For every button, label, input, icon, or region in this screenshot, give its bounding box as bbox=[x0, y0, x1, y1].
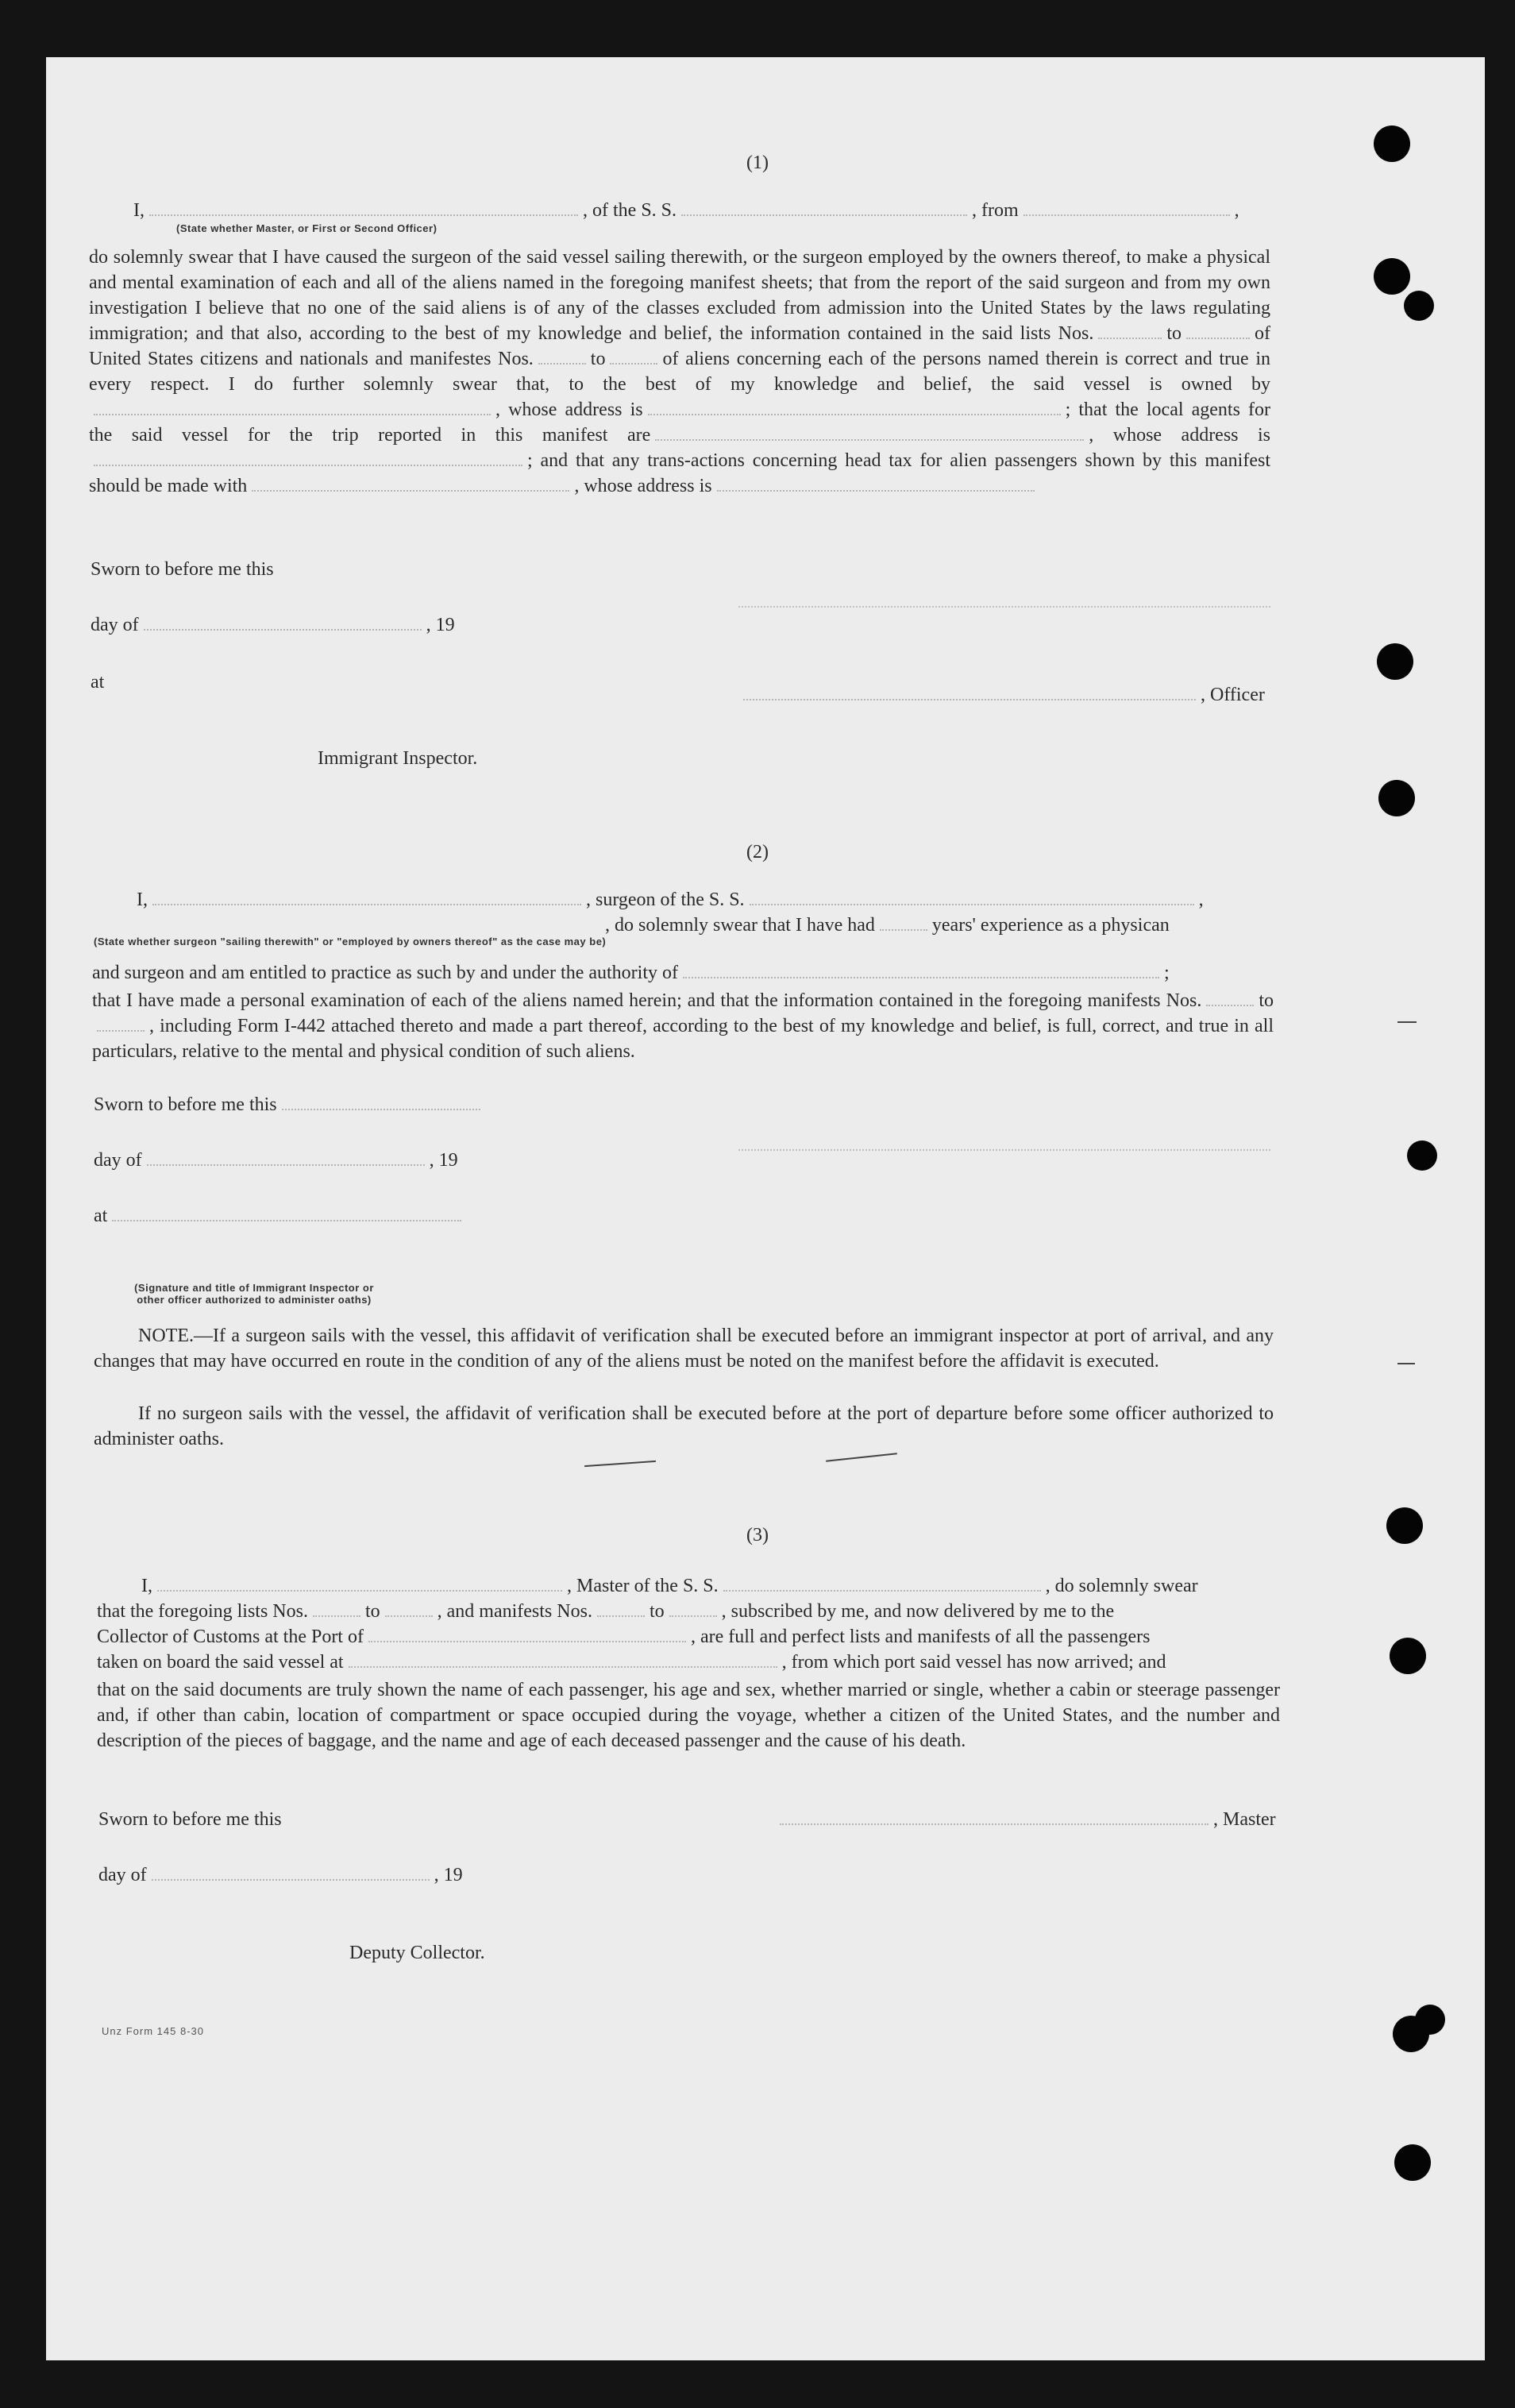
section2-sworn: Sworn to before me this bbox=[94, 1094, 485, 1116]
agents-address-blank[interactable] bbox=[94, 464, 522, 466]
authority-blank[interactable] bbox=[683, 976, 1159, 978]
section1-day-blank[interactable] bbox=[144, 628, 422, 631]
section3-day-of: day of , 19 bbox=[98, 1865, 463, 1885]
section1-at: at bbox=[91, 672, 105, 693]
section2-authority-line: and surgeon and am entitled to practice as such by and under the authority of ; bbox=[92, 963, 1170, 983]
owner-address-blank[interactable] bbox=[648, 413, 1061, 415]
section1-officer: , Officer bbox=[738, 685, 1265, 706]
head-tax-party-blank[interactable] bbox=[252, 489, 569, 492]
stray-mark bbox=[1397, 1021, 1417, 1023]
punch-hole bbox=[1394, 2144, 1431, 2181]
port-blank[interactable] bbox=[368, 1640, 686, 1642]
officer-name-blank[interactable] bbox=[149, 214, 578, 216]
section3-day-blank[interactable] bbox=[152, 1878, 430, 1881]
section3-first-line: I, , Master of the S. S. , do solemnly swear bbox=[141, 1576, 1198, 1596]
punch-hole bbox=[1407, 1140, 1437, 1171]
section3-lists-from-blank[interactable] bbox=[313, 1615, 360, 1617]
section1-body: do solemnly swear that I have caused the surgeon of the said vessel sailing therewith, or the surgeon employed by the owners thereof, to make a physical and mental examination of each and all of the aliens named in the foregoing manifest sheets; that from the report of the said surgeon and from my own investigation I believe that no one of the said aliens is of any of the classes excluded from admission into the United States by the laws regulating immigration; and that also, according to the best of my knowledge and belief, the information contained in the said lists Nos. to of United States citizens and nationals and manifestes Nos. to of aliens concerning each of the persons named therein is correct and true in every respect. I do further solemnly swear that, to the best of my knowledge and belief, the said vessel is owned by, whose address is ; that the local agents for the said vessel for the trip reported in this manifest are , whose address is; and that any trans-actions concerning head tax for alien passengers shown by this manifest should be made with , whose address is bbox=[89, 247, 1271, 496]
section3-manifests-from-blank[interactable] bbox=[597, 1615, 645, 1617]
section2-at-blank[interactable] bbox=[112, 1219, 461, 1221]
section2-day-of: day of , 19 bbox=[94, 1150, 458, 1171]
punch-hole bbox=[1390, 1638, 1426, 1674]
manifests-to-blank[interactable] bbox=[610, 362, 657, 365]
vessel-name-blank[interactable] bbox=[681, 214, 967, 216]
section1-signature-line[interactable] bbox=[738, 605, 1270, 608]
note-paragraph-1: NOTE.—If a surgeon sails with the vessel, this affidavit of verification shall be executed before an immigrant inspector at port of arrival, and any changes that may have occurred en route in the condition of any of the aliens must be noted on the manifest before the affidavit is executed. bbox=[94, 1326, 1274, 1372]
section1-sworn: Sworn to before me this bbox=[91, 559, 274, 580]
section3-body: that on the said documents are truly shown the name of each passenger, his age and sex, whether married or single, whether a cabin or steerage passenger and, if other than cabin, location of compartment or space occupied during the voyage, whether a citizen of the United States, and the number and description of the pieces of baggage, and the name and age of each deceased passenger and the cause of his death. bbox=[97, 1680, 1280, 1751]
section3-vessel-blank[interactable] bbox=[723, 1589, 1041, 1592]
section2-body: that I have made a personal examination of each of the aliens named herein; and that the information contained in the foregoing manifests Nos. to, including Form I-442 attached thereto and made a part thereof, according to the best of my knowledge and belief, is full, correct, and true in all particulars, relative to the mental and physical condition of such aliens. bbox=[92, 990, 1274, 1062]
years-experience-blank[interactable] bbox=[880, 928, 927, 931]
officer-note: (State whether Master, or First or Second Officer) bbox=[176, 222, 438, 234]
lists-from-blank[interactable] bbox=[1098, 337, 1162, 339]
surgeon-note: (State whether surgeon "sailing therewith" or "employed by owners thereof" as the case may be) bbox=[94, 936, 607, 947]
punch-hole bbox=[1377, 643, 1413, 680]
head-tax-address-blank[interactable] bbox=[717, 489, 1035, 492]
section3-number: (3) bbox=[746, 1525, 769, 1546]
section2-day-blank[interactable] bbox=[147, 1163, 425, 1166]
section2-signature-line[interactable] bbox=[738, 1148, 1270, 1151]
section2-manifests-from-blank[interactable] bbox=[1206, 1004, 1254, 1006]
punch-hole bbox=[1374, 258, 1410, 295]
signature-note: (Signature and title of Immigrant Inspector or other officer authorized to administer oaths) bbox=[134, 1282, 374, 1306]
section2-sworn-blank[interactable] bbox=[282, 1108, 480, 1110]
section3-deputy: Deputy Collector. bbox=[349, 1943, 485, 1963]
punch-hole bbox=[1378, 780, 1415, 816]
section2-vessel-blank[interactable] bbox=[750, 903, 1194, 905]
section1-day-of: day of , 19 bbox=[91, 615, 455, 635]
section3-master: , Master bbox=[775, 1809, 1276, 1831]
master-name-blank[interactable] bbox=[157, 1589, 562, 1592]
owner-blank[interactable] bbox=[94, 413, 491, 415]
manifests-from-blank[interactable] bbox=[538, 362, 586, 365]
form-number: Unz Form 145 8-30 bbox=[102, 2025, 204, 2037]
agents-blank[interactable] bbox=[655, 438, 1084, 441]
punch-hole bbox=[1415, 2005, 1445, 2035]
section3-fourth-line: taken on board the said vessel at , from which port said vessel has now arrived; and bbox=[97, 1652, 1166, 1673]
section3-third-line: Collector of Customs at the Port of , are full and perfect lists and manifests of all the passengers bbox=[97, 1627, 1151, 1647]
punch-hole bbox=[1404, 291, 1434, 321]
section3-manifests-to-blank[interactable] bbox=[669, 1615, 717, 1617]
section3-second-line: that the foregoing lists Nos. to , and manifests Nos. to , subscribed by me, and now delivered by me to the bbox=[97, 1601, 1115, 1622]
section3-lists-to-blank[interactable] bbox=[385, 1615, 433, 1617]
stray-mark bbox=[1397, 1363, 1415, 1364]
section2-manifests-to-blank[interactable] bbox=[97, 1029, 145, 1032]
lists-to-blank[interactable] bbox=[1186, 337, 1250, 339]
section1-first-line: I, , of the S. S. , from , bbox=[133, 200, 1239, 221]
section3-master-signature-blank[interactable] bbox=[780, 1823, 1209, 1825]
section2-at: at bbox=[94, 1206, 466, 1227]
section1-number: (1) bbox=[746, 152, 769, 173]
boarding-port-blank[interactable] bbox=[349, 1665, 777, 1668]
note-paragraph-2: If no surgeon sails with the vessel, the affidavit of verification shall be executed before at the port of departure before some officer authorized to administer oaths. bbox=[94, 1403, 1274, 1449]
section3-sworn: Sworn to before me this bbox=[98, 1809, 282, 1830]
section2-first-line: I, , surgeon of the S. S. , bbox=[137, 889, 1204, 910]
section2-second-line: , do solemnly swear that I have had years' experience as a physican bbox=[605, 915, 1170, 936]
surgeon-name-blank[interactable] bbox=[152, 903, 581, 905]
section1-inspector: Immigrant Inspector. bbox=[318, 748, 478, 769]
departure-port-blank[interactable] bbox=[1023, 214, 1230, 216]
section1-officer-blank[interactable] bbox=[743, 698, 1196, 700]
section2-number: (2) bbox=[746, 842, 769, 862]
